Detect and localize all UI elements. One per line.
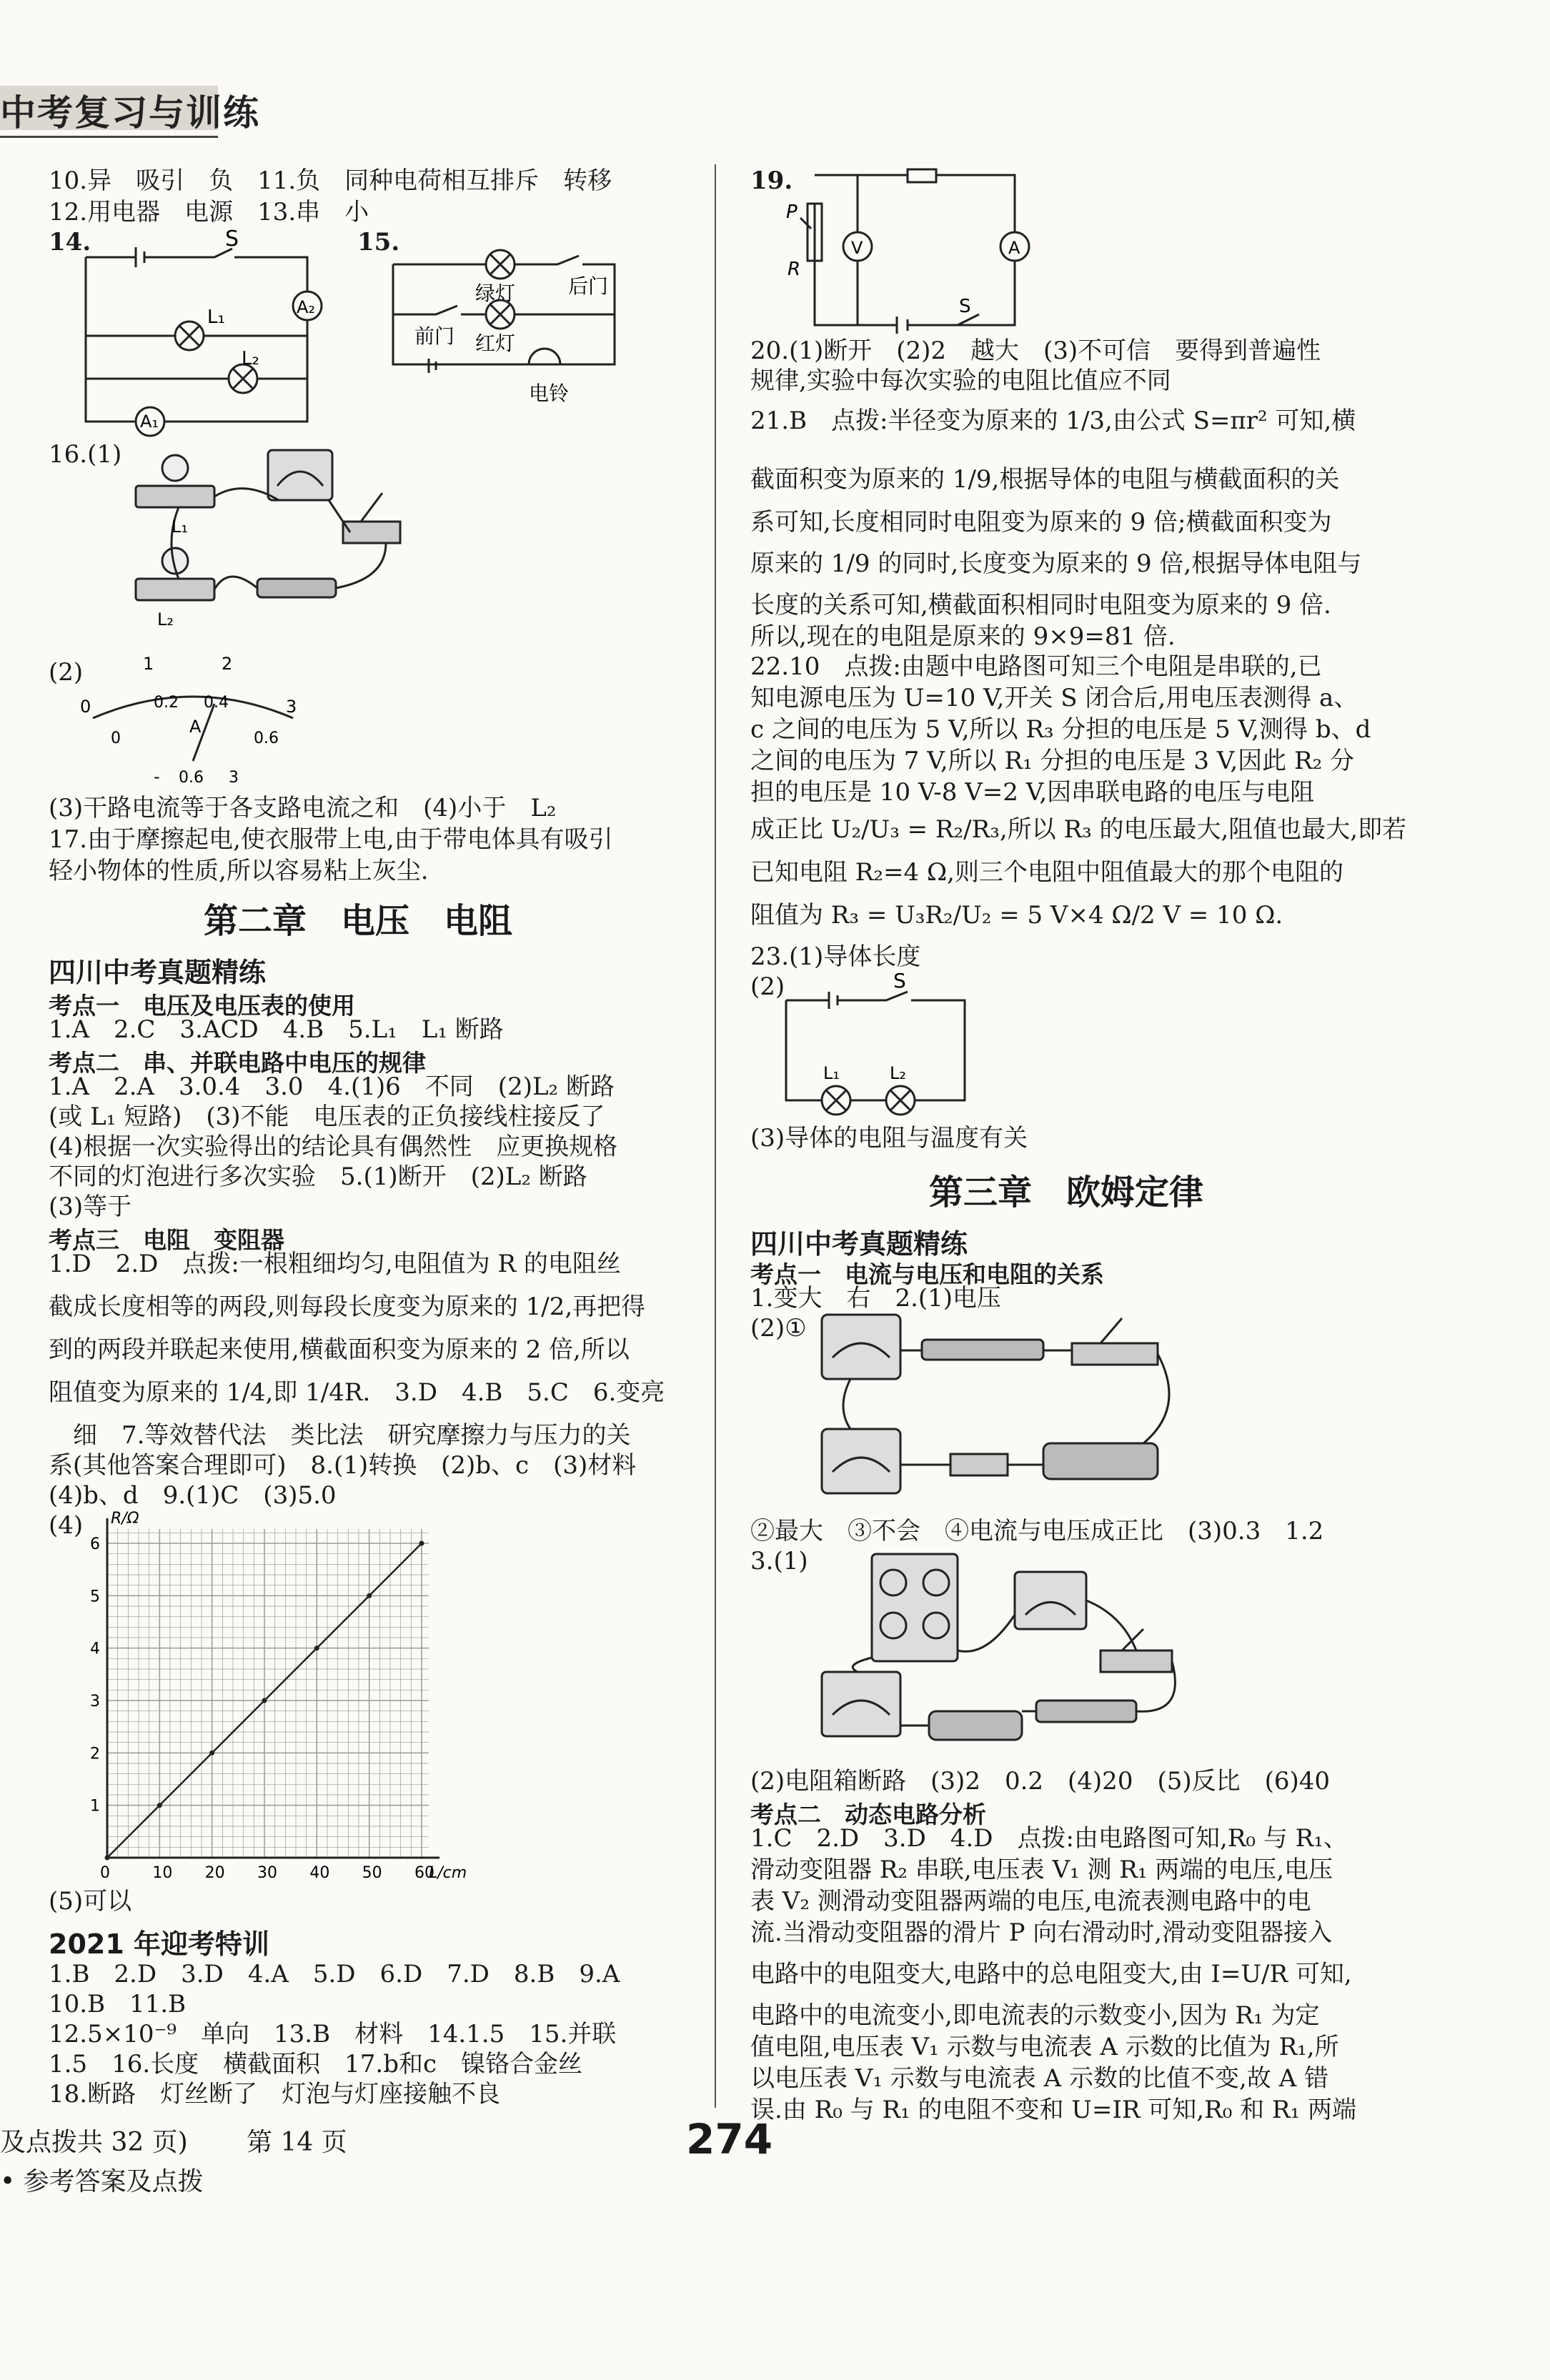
header-rule [0,136,218,138]
ammeter-scale [71,654,314,790]
y-tick-label: 4 [90,1640,100,1658]
answer-line: 不同的灯泡进行多次实验 5.(1)断开 (2)L₂ 断路 [49,1162,587,1191]
lamp-l2-label: L₂ [157,609,174,629]
key-point-title: 考点一 电压及电压表的使用 [49,992,355,1020]
key-point-title: 考点二 动态电路分析 [750,1801,986,1828]
lamp-l2-label: L₂ [890,1063,906,1083]
physical-circuit-q16 [114,436,414,636]
scale-tick: 0.4 [204,694,229,712]
green-lamp-label: 绿灯 [475,282,516,305]
resistor-label: R [788,259,801,280]
answer-line: 以电压表 V₁ 示数与电流表 A 示数的比值不变,故 A 错 [750,2064,1328,2093]
data-point [209,1751,214,1756]
scale-tick: 0 [80,697,91,717]
answer-line: 截面积变为原来的 1/9,根据导体的电阻与横截面积的关 [750,465,1340,494]
answer-line: 轻小物体的性质,所以容易粘上灰尘. [49,857,429,885]
terminal-label: 3 [229,769,239,787]
data-point [105,1856,110,1861]
answer-line: 系(其他答案合理即可) 8.(1)转换 (2)b、c (3)材料 [49,1451,637,1480]
data-point [367,1593,372,1598]
answer-line: (4)b、d 9.(1)C (3)5.0 [49,1481,337,1510]
scale-tick: 3 [286,697,297,717]
key-point-title: 考点二 串、并联电路中电压的规律 [49,1049,426,1077]
answer-line: 表 V₂ 测滑动变阻器两端的电压,电流表测电路中的电 [750,1887,1311,1916]
front-door-label: 前门 [414,324,455,348]
section-title: 四川中考真题精练 [49,957,267,988]
column-divider [715,164,716,2108]
x-tick-label: 30 [257,1864,277,1882]
slider-label: P [786,201,798,223]
ammeter-a2-label: A₂ [297,297,316,317]
answer-line: 1.D 2.D 点拨:一根粗细均匀,电阻值为 R 的电阻丝 [49,1250,621,1278]
answer-line: 22.10 点拨:由题中电路图可知三个电阻是串联的,已 [750,652,1322,681]
ammeter-label: A [1008,238,1020,258]
answer-line: (或 L₁ 短路) (3)不能 电压表的正负接线柱接反了 [49,1102,605,1131]
answer-line: 细 7.等效替代法 类比法 研究摩擦力与压力的关 [49,1421,631,1450]
y-tick-label: 1 [90,1797,100,1816]
scale-tick: 0 [111,730,121,747]
answer-line: 截成长度相等的两段,则每段长度变为原来的 1/2,再把得 [49,1293,646,1321]
answer-line: 阻值变为原来的 1/4,即 1/4R. 3.D 4.B 5.C 6.变亮 [49,1378,665,1407]
answer-line: 知电源电压为 U=10 V,开关 S 闭合后,用电压表测得 a、 [750,684,1358,712]
data-point [157,1803,162,1808]
question-label: (2) [49,658,84,687]
circuit-diagram-q15 [386,221,629,407]
voltmeter-label: V [851,238,863,258]
answer-line: 阻值为 R₃ = U₃R₂/U₂ = 5 V×4 Ω/2 V = 10 Ω. [750,901,1283,930]
answer-line: 电路中的电阻变大,电路中的总电阻变大,由 I=U/R 可知, [750,1960,1352,1988]
terminal-label: - [154,767,160,787]
y-tick-label: 6 [90,1535,100,1553]
answer-line: (3)干路电流等于各支路电流之和 (4)小于 L₂ [49,794,557,822]
answer-line: 电路中的电流变小,即电流表的示数变小,因为 R₁ 为定 [750,2001,1320,2030]
data-point [262,1698,267,1703]
chapter-title: 第二章 电压 电阻 [204,901,513,941]
physical-circuit-q3 [800,1550,1186,1765]
circuit-diagram-q23 [779,969,993,1122]
scale-tick: 0.6 [254,730,279,747]
answer-line: 已知电阻 R₂=4 Ω,则三个电阻中阻值最大的那个电阻的 [750,858,1343,887]
switch-label: S [959,296,971,317]
answer-line: 1.A 2.C 3.ACD 4.B 5.L₁ L₁ 断路 [49,1015,504,1044]
answer-line: 1.5 16.长度 横截面积 17.b和c 镍铬合金丝 [49,2050,583,2078]
answer-line: 23.(1)导体长度 [750,942,921,971]
x-tick-label: 50 [362,1864,382,1882]
x-axis-label: L/cm [429,1864,467,1882]
physical-circuit-q2 [808,1300,1193,1515]
question-number: 19. [750,166,793,195]
chapter-title: 第三章 欧姆定律 [929,1172,1204,1213]
answer-line: 10.异 吸引 负 11.负 同种电荷相互排斥 转移 [49,166,612,195]
red-lamp-label: 红灯 [475,332,516,355]
section-title: 四川中考真题精练 [750,1228,968,1260]
question-label: (2) [750,972,785,1001]
lamp-l1-label: L₁ [172,517,188,537]
answer-line: 误.由 R₀ 与 R₁ 的电阻不变和 U=IR 可知,R₀ 和 R₁ 两端 [750,2096,1356,2124]
terminal-label: 0.6 [179,769,204,787]
x-tick-label: 20 [204,1864,225,1882]
footer-page-of: 第 14 页 [247,2128,347,2157]
scale-unit: A [189,717,202,737]
answer-line: (5)可以 [49,1887,132,1916]
answer-line: 12.用电器 电源 13.串 小 [49,198,369,226]
answer-line: 之间的电压为 7 V,所以 R₁ 分担的电压是 3 V,因此 R₂ 分 [750,747,1355,775]
answer-line: 18.断路 灯丝断了 灯泡与灯座接触不良 [49,2080,501,2108]
question-label: 3.(1) [750,1547,808,1575]
answer-line: 1.A 2.A 3.0.4 3.0 4.(1)6 不同 (2)L₂ 断路 [49,1072,615,1101]
data-point [419,1541,424,1546]
answer-line: 1.B 2.D 3.D 4.A 5.D 6.D 7.D 8.B 9.A [49,1960,620,1988]
question-label: (4) [49,1511,84,1540]
question-number: 14. [49,228,91,257]
question-number: 15. [357,228,400,257]
y-axis-label: R/Ω [111,1510,139,1528]
key-point-title: 考点一 电流与电压和电阻的关系 [750,1260,1104,1288]
answer-line: 成正比 U₂/U₃ = R₂/R₃,所以 R₃ 的电压最大,阻值也最大,即若 [750,815,1407,844]
x-tick-label: 10 [152,1864,173,1882]
answer-line: 担的电压是 10 V-8 V=2 V,因串联电路的电压与电阻 [750,778,1315,807]
answer-line: 1.C 2.D 3.D 4.D 点拨:由电路图可知,R₀ 与 R₁、 [750,1824,1348,1853]
answer-line: 系可知,长度相同时电阻变为原来的 9 倍;横截面积变为 [750,508,1332,537]
answer-line: (4)根据一次实验得出的结论具有偶然性 应更换规格 [49,1132,618,1161]
running-header: 中考复习与训练 [0,92,260,134]
y-tick-label: 5 [90,1588,100,1606]
resistance-length-graph [71,1508,467,1886]
answer-line: (2)电阻箱断路 (3)2 0.2 (4)20 (5)反比 (6)40 [750,1767,1331,1796]
circuit-diagram-q14 [79,226,329,432]
data-point [314,1645,319,1650]
scale-tick: 1 [143,654,154,674]
answer-line: (2)① [750,1314,807,1343]
lamp-l1-label: L₁ [823,1063,840,1083]
scale-tick: 2 [222,654,233,674]
ammeter-a1-label: A₁ [140,412,159,432]
answer-line: (3)等于 [49,1193,132,1221]
y-tick-label: 3 [90,1693,100,1711]
answer-line: 长度的关系可知,横截面积相同时电阻变为原来的 9 倍. [750,591,1331,619]
circuit-diagram-q19 [772,161,1058,347]
answer-line: 12.5×10⁻⁹ 单向 13.B 材料 14.1.5 15.并联 [49,2020,617,2048]
switch-label: S [225,226,239,252]
answer-line: 规律,实验中每次实验的电阻比值应不同 [750,367,1171,395]
y-tick-label: 2 [90,1745,100,1763]
answer-line: ②最大 ③不会 ④电流与电压成正比 (3)0.3 1.2 [750,1517,1324,1545]
answer-line: 到的两段并联起来使用,横截面积变为原来的 2 倍,所以 [49,1335,630,1364]
answer-line: 10.B 11.B [49,1990,187,2018]
answer-line: 17.由于摩擦起电,使衣服带上电,由于带电体具有吸引 [49,825,613,854]
switch-label: S [893,969,906,992]
footer-total-pages: 及点拨共 32 页) [0,2128,188,2157]
question-label: 16.(1) [49,440,122,469]
x-tick-label: 40 [309,1864,330,1882]
answer-line: 所以,现在的电阻是原来的 9×9=81 倍. [750,622,1176,651]
answer-line: c 之间的电压为 5 V,所以 R₃ 分担的电压是 5 V,测得 b、d [750,715,1371,744]
lamp-l2-label: L₂ [242,348,259,369]
scale-tick: 0.2 [154,694,179,712]
answer-line: 原来的 1/9 的同时,长度变为原来的 9 倍,根据导体电阻与 [750,549,1362,578]
answer-line: (3)导体的电阻与温度有关 [750,1124,1028,1152]
back-door-label: 后门 [568,274,609,298]
lamp-l1-label: L₁ [207,307,225,328]
answer-line: 20.(1)断开 (2)2 越大 (3)不可信 要得到普遍性 [750,337,1321,365]
x-tick-label: 0 [100,1864,110,1882]
bell-label: 电铃 [529,382,570,405]
answer-line: 滑动变阻器 R₂ 串联,电压表 V₁ 测 R₁ 两端的电压,电压 [750,1856,1333,1884]
answer-line: 1.变大 右 2.(1)电压 [750,1284,1002,1313]
answer-line: 流.当滑动变阻器的滑片 P 向右滑动时,滑动变阻器接入 [750,1918,1333,1947]
section-title: 2021 年迎考特训 [49,1928,269,1960]
answer-line: 21.B 点拨:半径变为原来的 1/3,由公式 S=πr² 可知,横 [750,407,1356,435]
page-number: 274 [686,2115,773,2164]
answer-line: 值电阻,电压表 V₁ 示数与电流表 A 示数的比值为 R₁,所 [750,2033,1339,2061]
key-point-title: 考点三 电阻 变阻器 [49,1226,284,1254]
footer-subtitle: • 参考答案及点拨 [0,2167,204,2196]
x-tick-label: 60 [414,1864,434,1882]
